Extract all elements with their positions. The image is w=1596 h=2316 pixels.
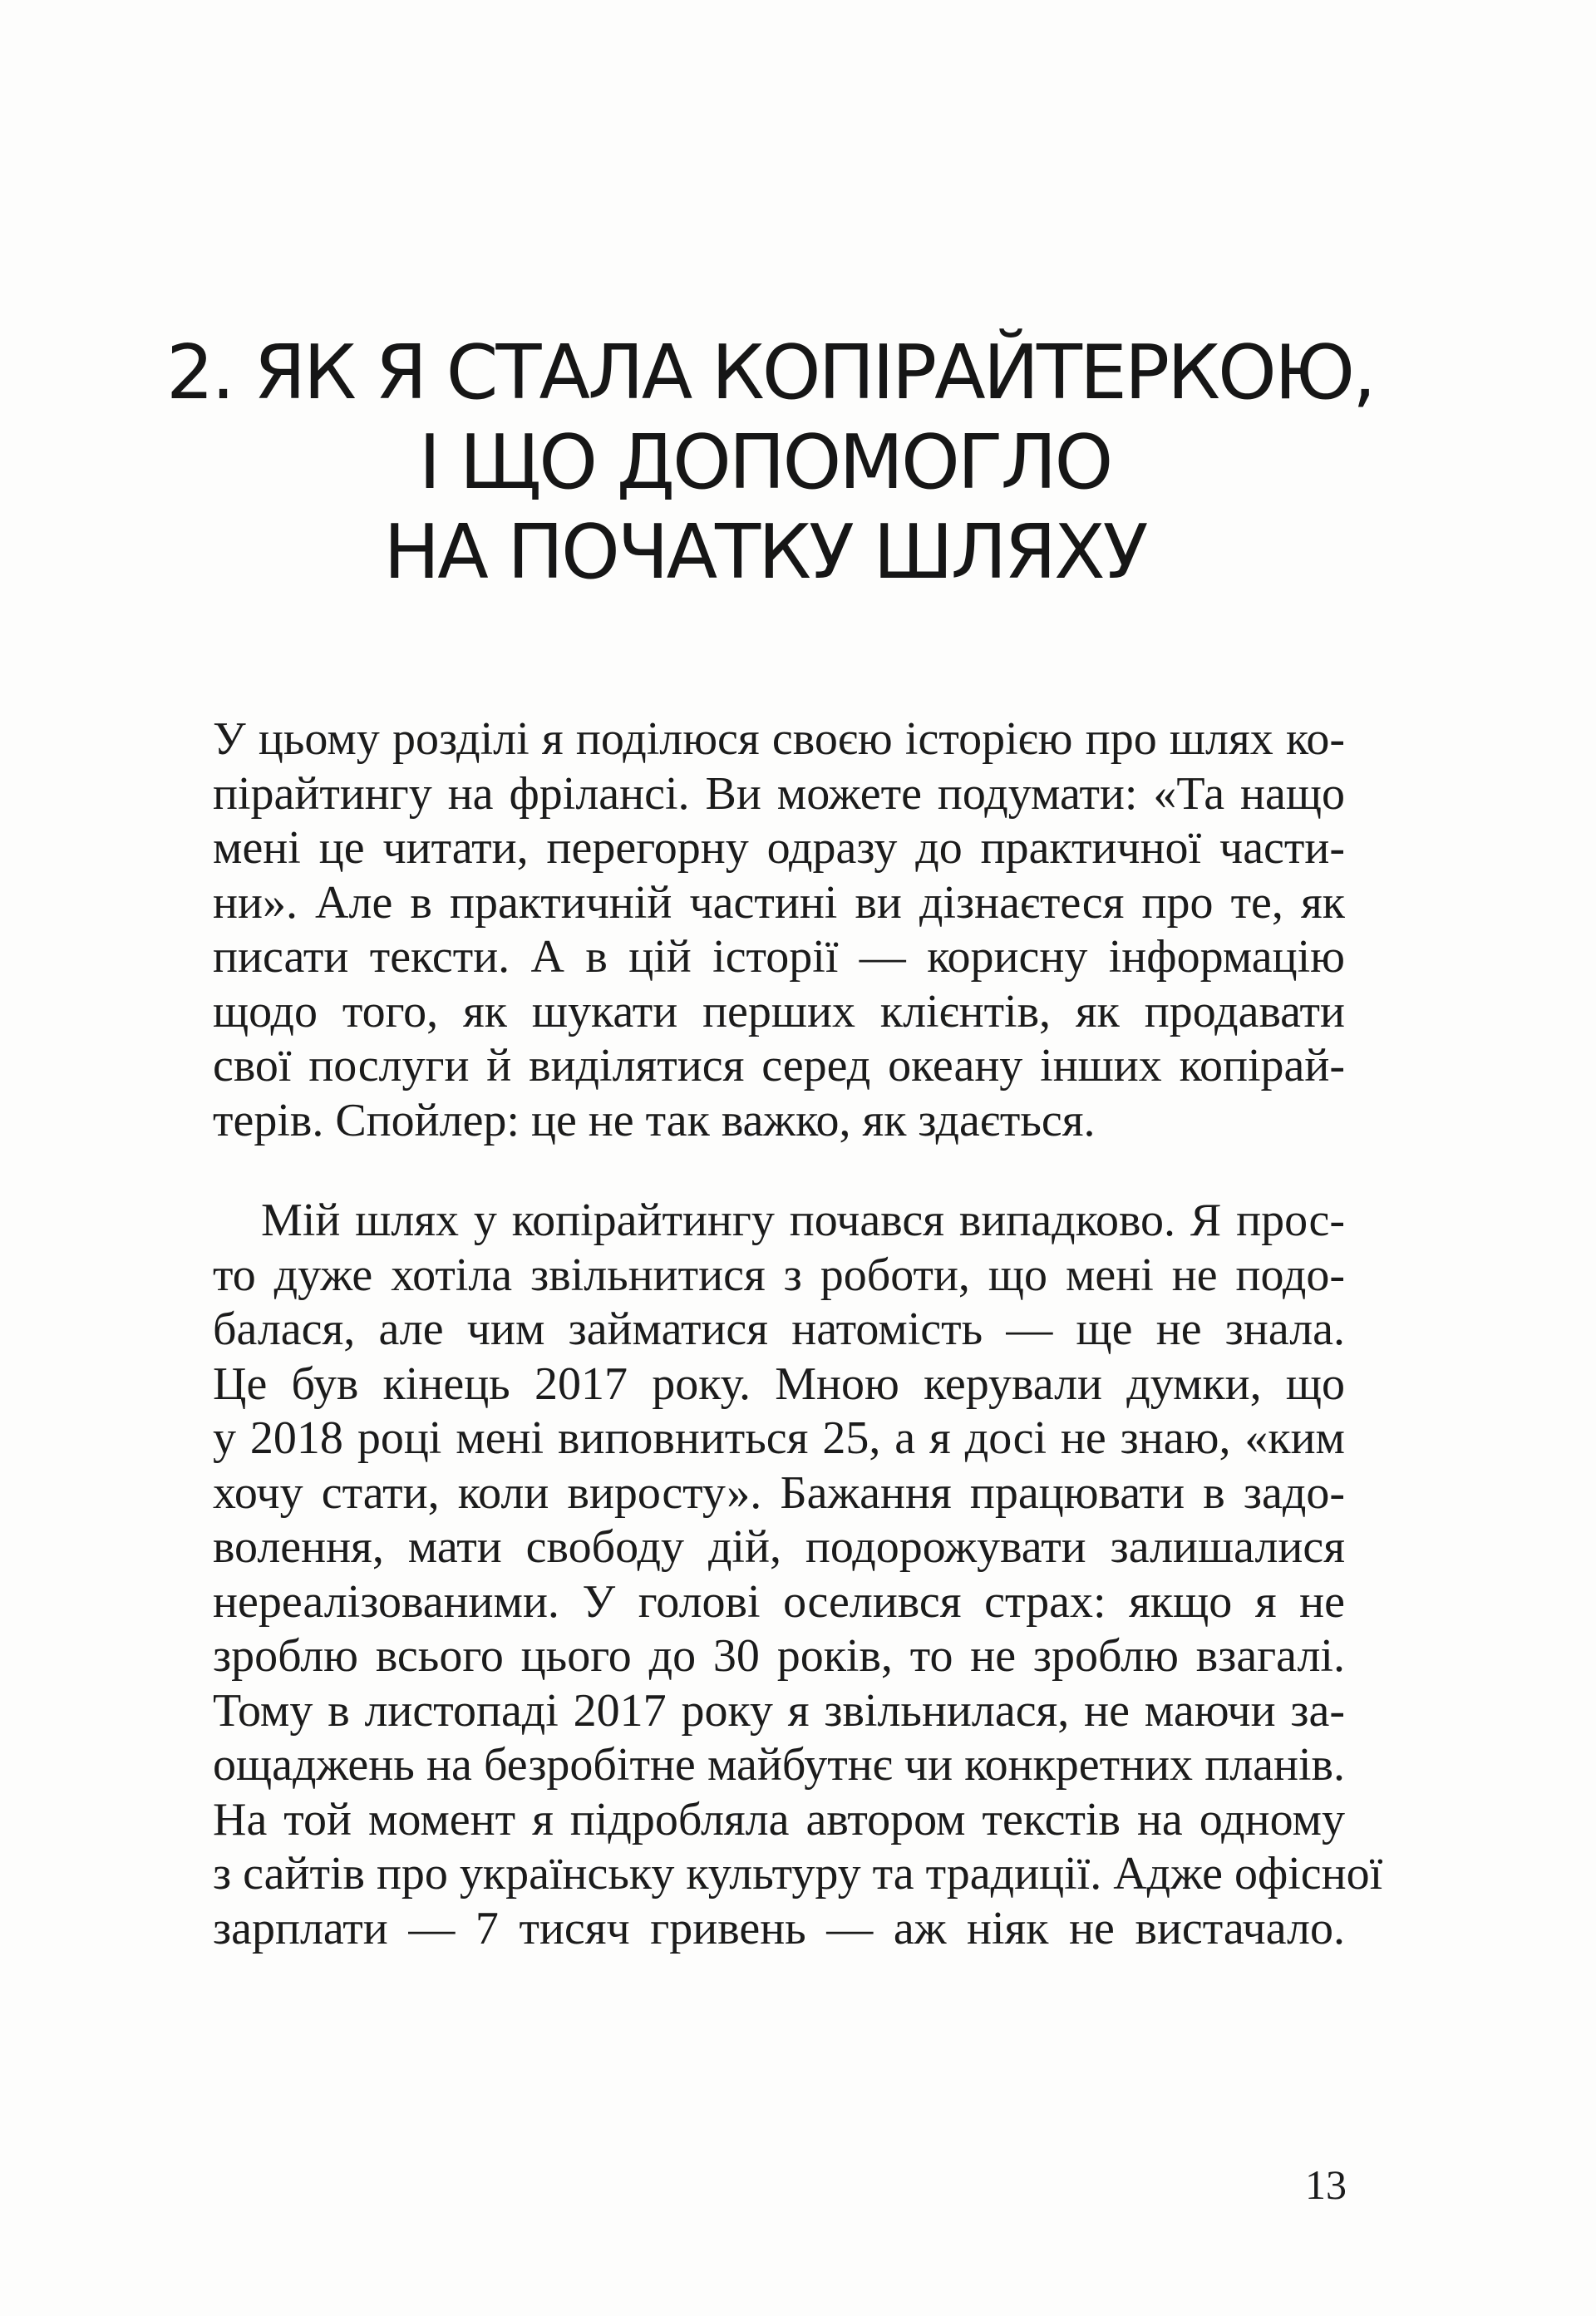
- text-line: терів. Спойлер: це не так важко, як здається.: [213, 1094, 1096, 1146]
- text-line: балася, але чим займатися натомість — ще не знала.: [213, 1303, 1345, 1355]
- chapter-title-line: І ЩО ДОПОМОГЛО: [418, 419, 1111, 506]
- text-line: нереалізованими. У голові оселився страх: якщо я не: [213, 1575, 1345, 1628]
- text-line: Тому в листопаді 2017 року я звільнилася, не маючи за-: [213, 1684, 1345, 1737]
- text-line: свої послуги й виділятися серед океану інших копірай-: [213, 1040, 1345, 1091]
- text-line: у 2018 році мені виповниться 25, а я досі не знаю, «ким: [213, 1412, 1345, 1464]
- text-line: На той момент я підробляла автором текстів на одному: [213, 1793, 1345, 1845]
- text-line: Це був кінець 2017 року. Мною керували думки, що: [213, 1358, 1345, 1410]
- text-line: зарплати — 7 тисяч гривень — аж ніяк не вистачало.: [213, 1902, 1345, 1954]
- text-line: волення, мати свободу дій, подорожувати залишалися: [213, 1521, 1345, 1573]
- body-text: [213, 712, 1383, 1956]
- paragraph-story: [213, 1194, 1383, 1956]
- page-number: 13: [1305, 2161, 1347, 2208]
- text-line: Мій шлях у копірайтингу почався випадково. Я прос-: [261, 1195, 1345, 1246]
- paragraph-intro: [213, 712, 1345, 1148]
- text-line: У цьому розділі я поділюся своєю історією про шлях ко-: [213, 713, 1345, 765]
- chapter-title-line: 2. ЯК Я СТАЛА КОПІРАЙТЕРКОЮ,: [166, 329, 1374, 416]
- text-line: ни». Але в практичній частині ви дізнаєтеся про те, як: [213, 876, 1345, 929]
- text-line: зроблю всього цього до 30 років, то не зроблю взагалі.: [213, 1630, 1345, 1682]
- chapter-title-line: НА ПОЧАТКУ ШЛЯХУ: [383, 509, 1146, 596]
- text-line: мені це читати, перегорну одразу до практичної части-: [213, 822, 1345, 874]
- text-line: щодо того, як шукати перших клієнтів, як продавати: [213, 985, 1345, 1037]
- text-line: то дуже хотіла звільнитися з роботи, що мені не подо-: [213, 1249, 1345, 1301]
- text-line: хочу стати, коли виросту». Бажання працювати в задо-: [213, 1466, 1345, 1519]
- text-line: з сайтів про українську культуру та традиції. Адже офісної: [213, 1848, 1383, 1900]
- text-line: пірайтингу на фрілансі. Ви можете подумати: «Та нащо: [213, 767, 1345, 820]
- chapter-title: [166, 328, 1374, 598]
- text-line: писати тексти. А в цій історії — корисну інформацію: [213, 931, 1345, 983]
- text-line: ощаджень на безробітне майбутнє чи конкретних планів.: [213, 1739, 1345, 1791]
